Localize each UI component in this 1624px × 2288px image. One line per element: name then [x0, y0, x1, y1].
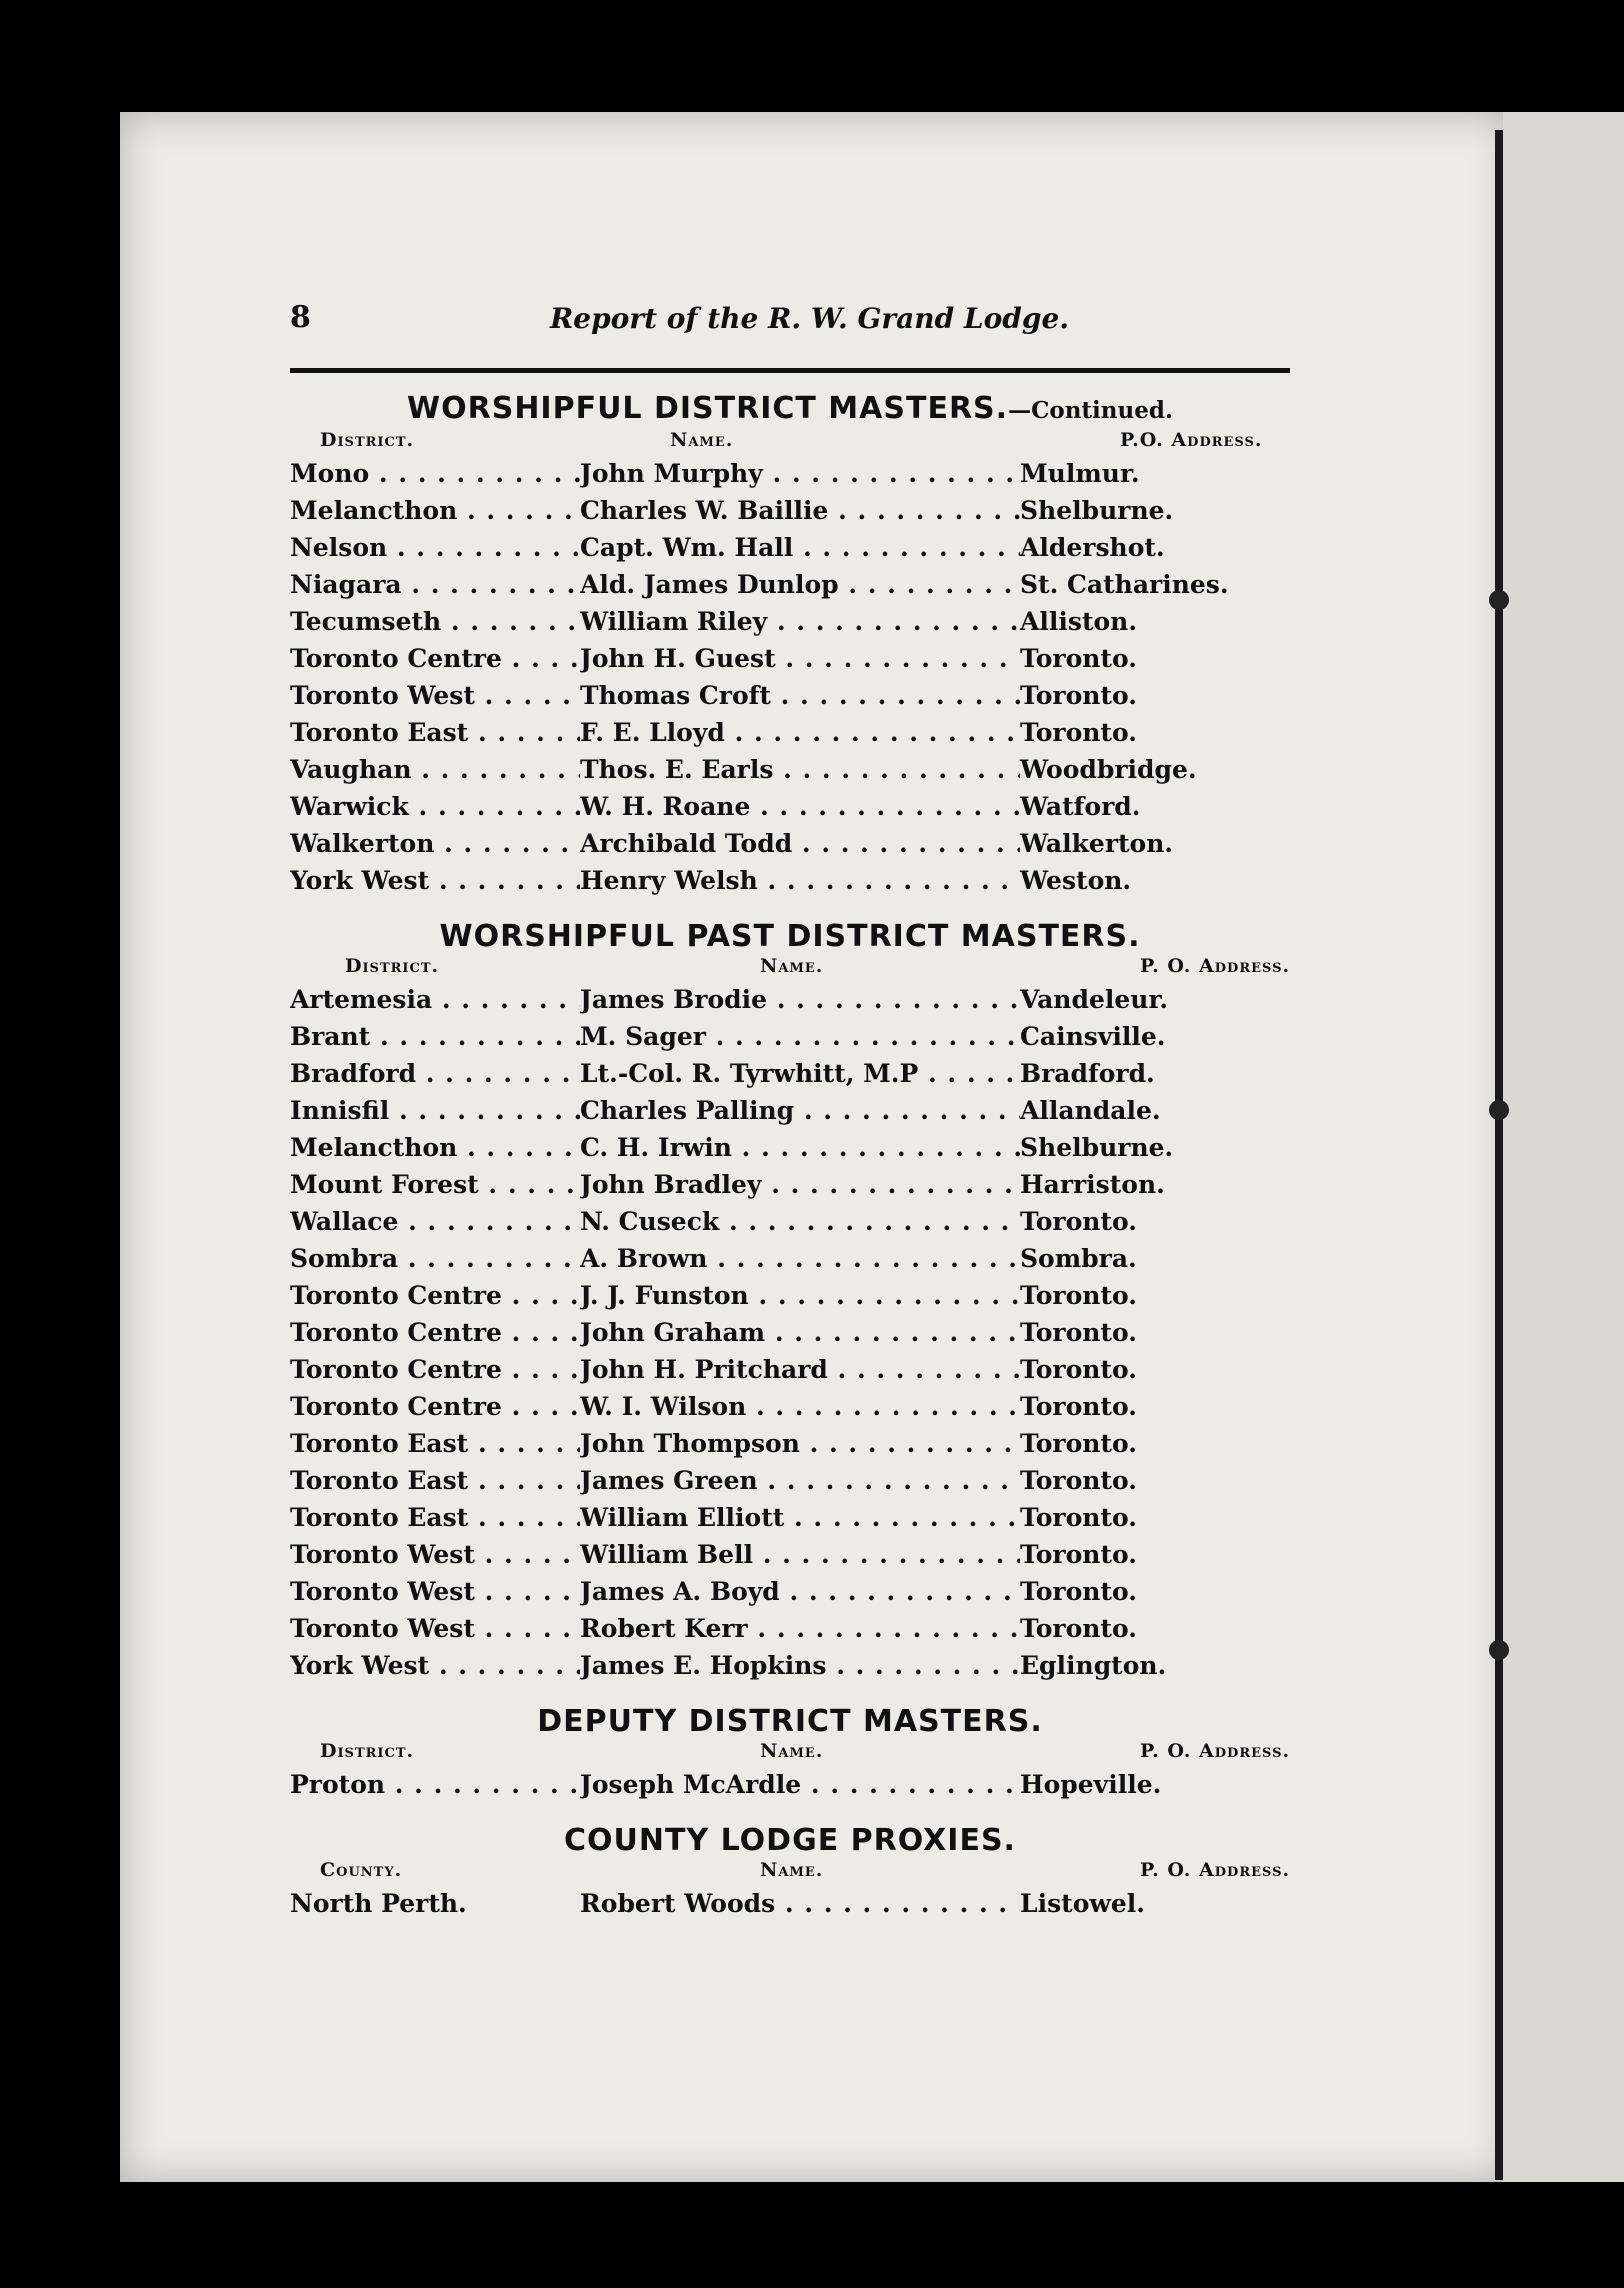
- table-row: [290, 1538, 1290, 1575]
- district-cell: Toronto Centre . . .: [290, 1392, 580, 1421]
- entry-list: [290, 1887, 1290, 1924]
- facing-page-edge: [1503, 112, 1624, 2182]
- address-cell: Listowel.: [1020, 1889, 1145, 1918]
- sections-container: [290, 391, 1290, 1924]
- table-row: [290, 457, 1290, 494]
- name-cell: Charles W. Baillie . . .: [580, 496, 1020, 525]
- column-header-name: Name.: [760, 1740, 824, 1762]
- table-row: [290, 827, 1290, 864]
- table-row: [290, 790, 1290, 827]
- district-cell: Melancthon . . .: [290, 496, 580, 525]
- address-cell: Harriston.: [1020, 1170, 1165, 1199]
- name-cell: Thos. E. Earls . . .: [580, 755, 1020, 784]
- name-cell: John Bradley . . .: [580, 1170, 1020, 1199]
- table-row: [290, 1316, 1290, 1353]
- name-cell: James Brodie . . .: [580, 985, 1020, 1014]
- address-cell: Toronto.: [1020, 1318, 1137, 1347]
- section-title: [290, 919, 1290, 955]
- name-cell: Ald. James Dunlop . . .: [580, 570, 1020, 599]
- address-cell: Woodbridge.: [1020, 755, 1197, 784]
- column-header-district: District.: [345, 955, 440, 977]
- column-header-address: P. O. Address.: [1140, 1740, 1291, 1762]
- table-row: [290, 1464, 1290, 1501]
- address-cell: Toronto.: [1020, 718, 1137, 747]
- column-header-name: Name.: [670, 429, 734, 451]
- address-cell: Toronto.: [1020, 1577, 1137, 1606]
- district-cell: Toronto Centre . . .: [290, 644, 580, 673]
- address-cell: Sombra.: [1020, 1244, 1137, 1273]
- address-cell: Vandeleur.: [1020, 985, 1169, 1014]
- district-cell: Proton . . .: [290, 1770, 580, 1799]
- district-cell: Toronto East . . .: [290, 1466, 580, 1495]
- binding-stitch: [1489, 1100, 1509, 1120]
- name-cell: Henry Welsh . . .: [580, 866, 1020, 895]
- name-cell: John Graham . . .: [580, 1318, 1020, 1347]
- column-headers: [290, 1859, 1290, 1887]
- address-cell: Toronto.: [1020, 1207, 1137, 1236]
- name-cell: J. J. Funston . . .: [580, 1281, 1020, 1310]
- table-row: [290, 1168, 1290, 1205]
- section-title-text: DEPUTY DISTRICT MASTERS.: [537, 1704, 1043, 1739]
- name-cell: N. Cuseck . . .: [580, 1207, 1020, 1236]
- section-title-text: WORSHIPFUL DISTRICT MASTERS.: [407, 391, 1009, 426]
- table-row: [290, 605, 1290, 642]
- table-row: [290, 716, 1290, 753]
- district-cell: Brant . . .: [290, 1022, 580, 1051]
- column-headers: [290, 429, 1290, 457]
- page-content: [290, 290, 1290, 1924]
- district-cell: Wallace . . .: [290, 1207, 580, 1236]
- entry-list: [290, 457, 1290, 901]
- name-cell: William Bell . . .: [580, 1540, 1020, 1569]
- address-cell: Toronto.: [1020, 681, 1137, 710]
- table-row: [290, 494, 1290, 531]
- address-cell: Watford.: [1020, 792, 1141, 821]
- address-cell: Allandale.: [1020, 1096, 1161, 1125]
- district-cell: Toronto Centre . . .: [290, 1318, 580, 1347]
- district-cell: Toronto West . . .: [290, 1540, 580, 1569]
- section: [290, 1704, 1290, 1805]
- section: [290, 391, 1290, 901]
- name-cell: Joseph McArdle . . .: [580, 1770, 1020, 1799]
- name-cell: John Thompson . . .: [580, 1429, 1020, 1458]
- address-cell: Mulmur.: [1020, 459, 1140, 488]
- table-row: [290, 753, 1290, 790]
- name-cell: John H. Pritchard . . .: [580, 1355, 1020, 1384]
- table-row: [290, 531, 1290, 568]
- running-title: Report of the R. W. Grand Lodge.: [550, 302, 1070, 335]
- section-title-text: WORSHIPFUL PAST DISTRICT MASTERS.: [439, 919, 1141, 954]
- address-cell: Aldershot.: [1020, 533, 1165, 562]
- name-cell: James A. Boyd . . .: [580, 1577, 1020, 1606]
- name-cell: Robert Kerr . . .: [580, 1614, 1020, 1643]
- address-cell: Toronto.: [1020, 644, 1137, 673]
- section: [290, 919, 1290, 1686]
- district-cell: Nelson . . .: [290, 533, 580, 562]
- name-cell: James Green . . .: [580, 1466, 1020, 1495]
- column-header-address: P. O. Address.: [1140, 1859, 1291, 1881]
- address-cell: Toronto.: [1020, 1466, 1137, 1495]
- table-row: [290, 1131, 1290, 1168]
- address-cell: St. Catharines.: [1020, 570, 1229, 599]
- table-row: [290, 983, 1290, 1020]
- entry-list: [290, 983, 1290, 1686]
- name-cell: A. Brown . . .: [580, 1244, 1020, 1273]
- district-cell: Bradford . . .: [290, 1059, 580, 1088]
- name-cell: W. H. Roane . . .: [580, 792, 1020, 821]
- section-title: [290, 1823, 1290, 1859]
- district-cell: Sombra . . .: [290, 1244, 580, 1273]
- table-row: [290, 1427, 1290, 1464]
- district-cell: North Perth.: [290, 1889, 467, 1918]
- name-cell: Lt.-Col. R. Tyrwhitt, M.P . . .: [580, 1059, 1020, 1088]
- district-cell: Mono . . .: [290, 459, 580, 488]
- table-row: [290, 568, 1290, 605]
- table-row: [290, 1575, 1290, 1612]
- district-cell: York West . . .: [290, 866, 580, 895]
- district-cell: Toronto West . . .: [290, 681, 580, 710]
- table-row: [290, 864, 1290, 901]
- address-cell: Toronto.: [1020, 1392, 1137, 1421]
- district-cell: Toronto Centre . . .: [290, 1355, 580, 1384]
- address-cell: Hopeville.: [1020, 1770, 1162, 1799]
- name-cell: Charles Palling . . .: [580, 1096, 1020, 1125]
- address-cell: Toronto.: [1020, 1614, 1137, 1643]
- binding-stitch: [1489, 590, 1509, 610]
- name-cell: Archibald Todd . . .: [580, 829, 1020, 858]
- column-header-name: Name.: [760, 955, 824, 977]
- district-cell: Tecumseth . . .: [290, 607, 580, 636]
- table-row: [290, 1768, 1290, 1805]
- running-head: [290, 290, 1290, 350]
- district-cell: Artemesia . . .: [290, 985, 580, 1014]
- section-title: [290, 1704, 1290, 1740]
- address-cell: Weston.: [1020, 866, 1132, 895]
- header-rule: [290, 368, 1290, 373]
- address-cell: Cainsville.: [1020, 1022, 1166, 1051]
- table-row: [290, 1020, 1290, 1057]
- table-row: [290, 1279, 1290, 1316]
- binding-stitch: [1489, 1640, 1509, 1660]
- name-cell: William Elliott . . .: [580, 1503, 1020, 1532]
- table-row: [290, 1094, 1290, 1131]
- name-cell: F. E. Lloyd . . .: [580, 718, 1020, 747]
- table-row: [290, 1205, 1290, 1242]
- address-cell: Alliston.: [1020, 607, 1138, 636]
- district-cell: Toronto East . . .: [290, 1429, 580, 1458]
- name-cell: James E. Hopkins . . .: [580, 1651, 1020, 1680]
- address-cell: Bradford.: [1020, 1059, 1155, 1088]
- table-row: [290, 1612, 1290, 1649]
- address-cell: Toronto.: [1020, 1355, 1137, 1384]
- table-row: [290, 679, 1290, 716]
- table-row: [290, 642, 1290, 679]
- address-cell: Shelburne.: [1020, 496, 1174, 525]
- table-row: [290, 1057, 1290, 1094]
- section-title-text: COUNTY LODGE PROXIES.: [564, 1823, 1016, 1858]
- column-header-district: District.: [320, 429, 415, 451]
- name-cell: John H. Guest . . .: [580, 644, 1020, 673]
- column-headers: [290, 955, 1290, 983]
- name-cell: William Riley . . .: [580, 607, 1020, 636]
- table-row: [290, 1242, 1290, 1279]
- district-cell: Toronto East . . .: [290, 718, 580, 747]
- column-header-address: P.O. Address.: [1120, 429, 1263, 451]
- address-cell: Walkerton.: [1020, 829, 1174, 858]
- district-cell: Mount Forest . . .: [290, 1170, 580, 1199]
- name-cell: C. H. Irwin . . .: [580, 1133, 1020, 1162]
- name-cell: M. Sager . . .: [580, 1022, 1020, 1051]
- section-title-continued: —Continued.: [1008, 397, 1173, 424]
- page-number: 8: [290, 300, 311, 335]
- district-cell: Innisfil . . .: [290, 1096, 580, 1125]
- district-cell: Warwick . . .: [290, 792, 580, 821]
- address-cell: Toronto.: [1020, 1540, 1137, 1569]
- column-header-district: District.: [320, 1740, 415, 1762]
- table-row: [290, 1501, 1290, 1538]
- table-row: [290, 1390, 1290, 1427]
- address-cell: Shelburne.: [1020, 1133, 1174, 1162]
- section-title: [290, 391, 1290, 429]
- address-cell: Eglington.: [1020, 1651, 1167, 1680]
- table-row: [290, 1887, 1290, 1924]
- address-cell: Toronto.: [1020, 1281, 1137, 1310]
- district-cell: York West . . .: [290, 1651, 580, 1680]
- name-cell: John Murphy . . .: [580, 459, 1020, 488]
- table-row: [290, 1353, 1290, 1390]
- address-cell: Toronto.: [1020, 1429, 1137, 1458]
- address-cell: Toronto.: [1020, 1503, 1137, 1532]
- name-cell: Thomas Croft . . .: [580, 681, 1020, 710]
- book-spine: [1495, 130, 1503, 2180]
- entry-list: [290, 1768, 1290, 1805]
- district-cell: Niagara . . .: [290, 570, 580, 599]
- district-cell: Toronto West . . .: [290, 1614, 580, 1643]
- table-row: [290, 1649, 1290, 1686]
- district-cell: Toronto West . . .: [290, 1577, 580, 1606]
- district-cell: Toronto East . . .: [290, 1503, 580, 1532]
- name-cell: Robert Woods . . .: [580, 1889, 1020, 1918]
- name-cell: W. I. Wilson . . .: [580, 1392, 1020, 1421]
- column-header-name: Name.: [760, 1859, 824, 1881]
- column-header-district: County.: [320, 1859, 403, 1881]
- column-header-address: P. O. Address.: [1140, 955, 1291, 977]
- district-cell: Vaughan . . .: [290, 755, 580, 784]
- district-cell: Toronto Centre . . .: [290, 1281, 580, 1310]
- column-headers: [290, 1740, 1290, 1768]
- section: [290, 1823, 1290, 1924]
- district-cell: Walkerton . . .: [290, 829, 580, 858]
- district-cell: Melancthon . . .: [290, 1133, 580, 1162]
- name-cell: Capt. Wm. Hall . . .: [580, 533, 1020, 562]
